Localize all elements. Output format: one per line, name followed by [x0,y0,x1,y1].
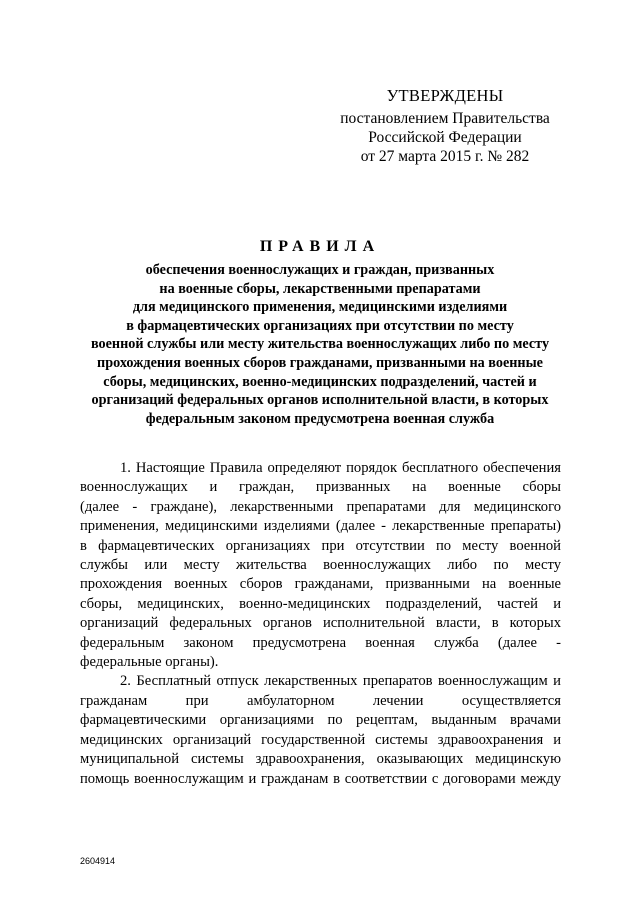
paragraph-2-line: 2. Бесплатный отпуск лекарственных препаратов военнослужащим и [120,673,561,690]
paragraph-1-line: применения, медицинскими изделиями (далее - лекарственные препараты) [80,518,561,535]
subtitle-line: на военные сборы, лекарственными препаратами [159,280,481,297]
subtitle-line: военной службы или месту жительства военнослужащих либо по месту [90,336,550,353]
paragraph-1-line: федеральным законом предусмотрена военная служба (далее - [80,634,561,651]
subtitle-line: для медицинского применения, медицинскими изделиями [132,299,508,316]
paragraph-1-line: федеральные органы). [80,654,219,671]
subtitle-line: федеральным законом предусмотрена военная служба [145,410,495,427]
paragraph-2-line: гражданам при амбулаторном лечении осуществляется [80,692,561,709]
approval-line-date: от 27 марта 2015 г. № 282 [360,148,530,165]
subtitle-line: организаций федеральных органов исполнительной власти, в которых [91,392,549,409]
document-title: ПРАВИЛА [259,238,381,255]
subtitle-line: сборы, медицинских, военно-медицинских подразделений, частей и [103,373,537,390]
paragraph-1-line: (далее - граждане), лекарственными препаратами для медицинского [80,498,561,515]
approval-heading: УТВЕРЖДЕНЫ [386,86,504,105]
approval-block [330,86,560,166]
document-subtitle [80,261,560,428]
paragraph-1-line: сборы, медицинских, военно-медицинских подразделений, частей и [80,595,561,612]
approval-line-country: Российской Федерации [368,129,522,146]
subtitle-line: обеспечения военнослужащих и граждан, призванных [145,262,495,278]
paragraph-1-line: прохождения военных сборов гражданами, призванными на военные [80,576,561,593]
subtitle-line: прохождения военных сборов гражданами, призванными на военные [97,354,543,371]
subtitle-line: в фармацевтических организациях при отсутствии по месту [126,317,514,334]
document-code: 2604914 [80,856,116,866]
document-body [80,459,561,789]
paragraph-1-line: в фармацевтических организациях при отсутствии по месту военной [80,537,561,554]
paragraph-1-line: 1. Настоящие Правила определяют порядок бесплатного обеспечения [120,460,561,476]
approval-line-decree: постановлением Правительства [340,110,550,127]
paragraph-1-line: организаций федеральных органов исполнительной власти, в которых [80,615,561,632]
paragraph-2-line: помощь военнослужащим и гражданам в соответствии с договорами между [80,770,561,787]
paragraph-2-line: муниципальной системы здравоохранения, оказывающих медицинскую [80,751,561,768]
paragraph-1-line: службы или месту жительства военнослужащих либо по месту [80,557,561,574]
paragraph-2-line: медицинских организаций государственной системы здравоохранения и [80,731,561,748]
paragraph-1-line: военнослужащих и граждан, призванных на военные сборы [80,479,561,496]
paragraph-2-line: фармацевтическими организациями по рецептам, выданным врачами [80,712,561,729]
